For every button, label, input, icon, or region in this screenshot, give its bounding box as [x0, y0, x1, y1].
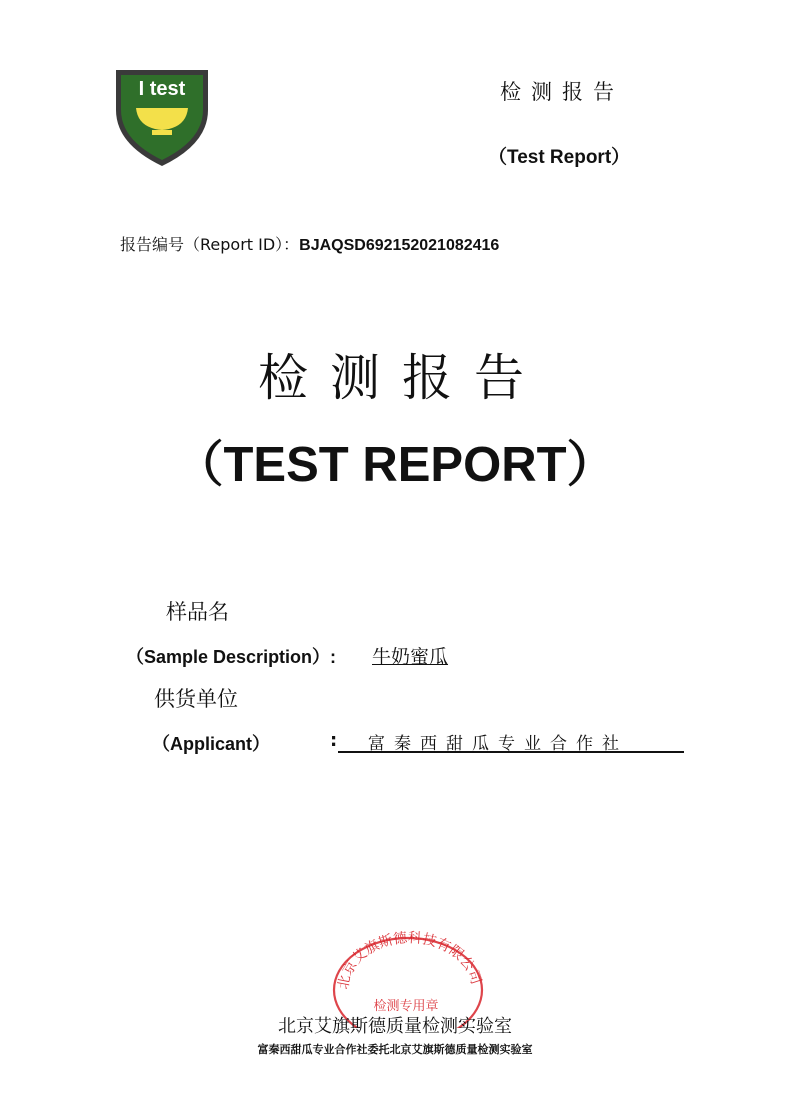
applicant-value: 富秦西甜瓜专业合作社	[338, 729, 684, 753]
svg-text:北京艾旗斯德科技有限公司	[336, 929, 484, 990]
main-title-cn: 检测报告	[258, 349, 546, 407]
main-title-en: （TEST REPORT）	[174, 438, 616, 492]
header-title-en: （Test Report）	[488, 147, 631, 168]
report-id-label: 报告编号（Report ID）：	[120, 235, 300, 254]
lab-name: 北京艾旗斯德质量检测实验室	[278, 1016, 512, 1037]
sample-label-en: （Sample Description）:	[126, 647, 337, 667]
applicant-label-en: （Applicant）	[152, 734, 271, 754]
header-title-cn: 检测报告	[500, 80, 624, 104]
report-id-value: BJAQSD692152021082416	[299, 237, 500, 254]
itest-logo	[112, 66, 212, 168]
report-id	[120, 232, 499, 255]
sample-value: 牛奶蜜瓜	[372, 646, 449, 668]
applicant-colon: :	[330, 730, 338, 751]
applicant-label-cn: 供货单位	[154, 687, 238, 711]
seal-center-text: 检测专用章	[373, 999, 439, 1014]
logo-text: I test	[138, 78, 186, 100]
sample-label-cn: 样品名	[166, 600, 229, 624]
seal-ring-text: 北京艾旗斯德科技有限公司	[335, 930, 484, 991]
footer-note: 富秦西甜瓜专业合作社委托北京艾旗斯德质量检测实验室	[257, 1043, 533, 1056]
